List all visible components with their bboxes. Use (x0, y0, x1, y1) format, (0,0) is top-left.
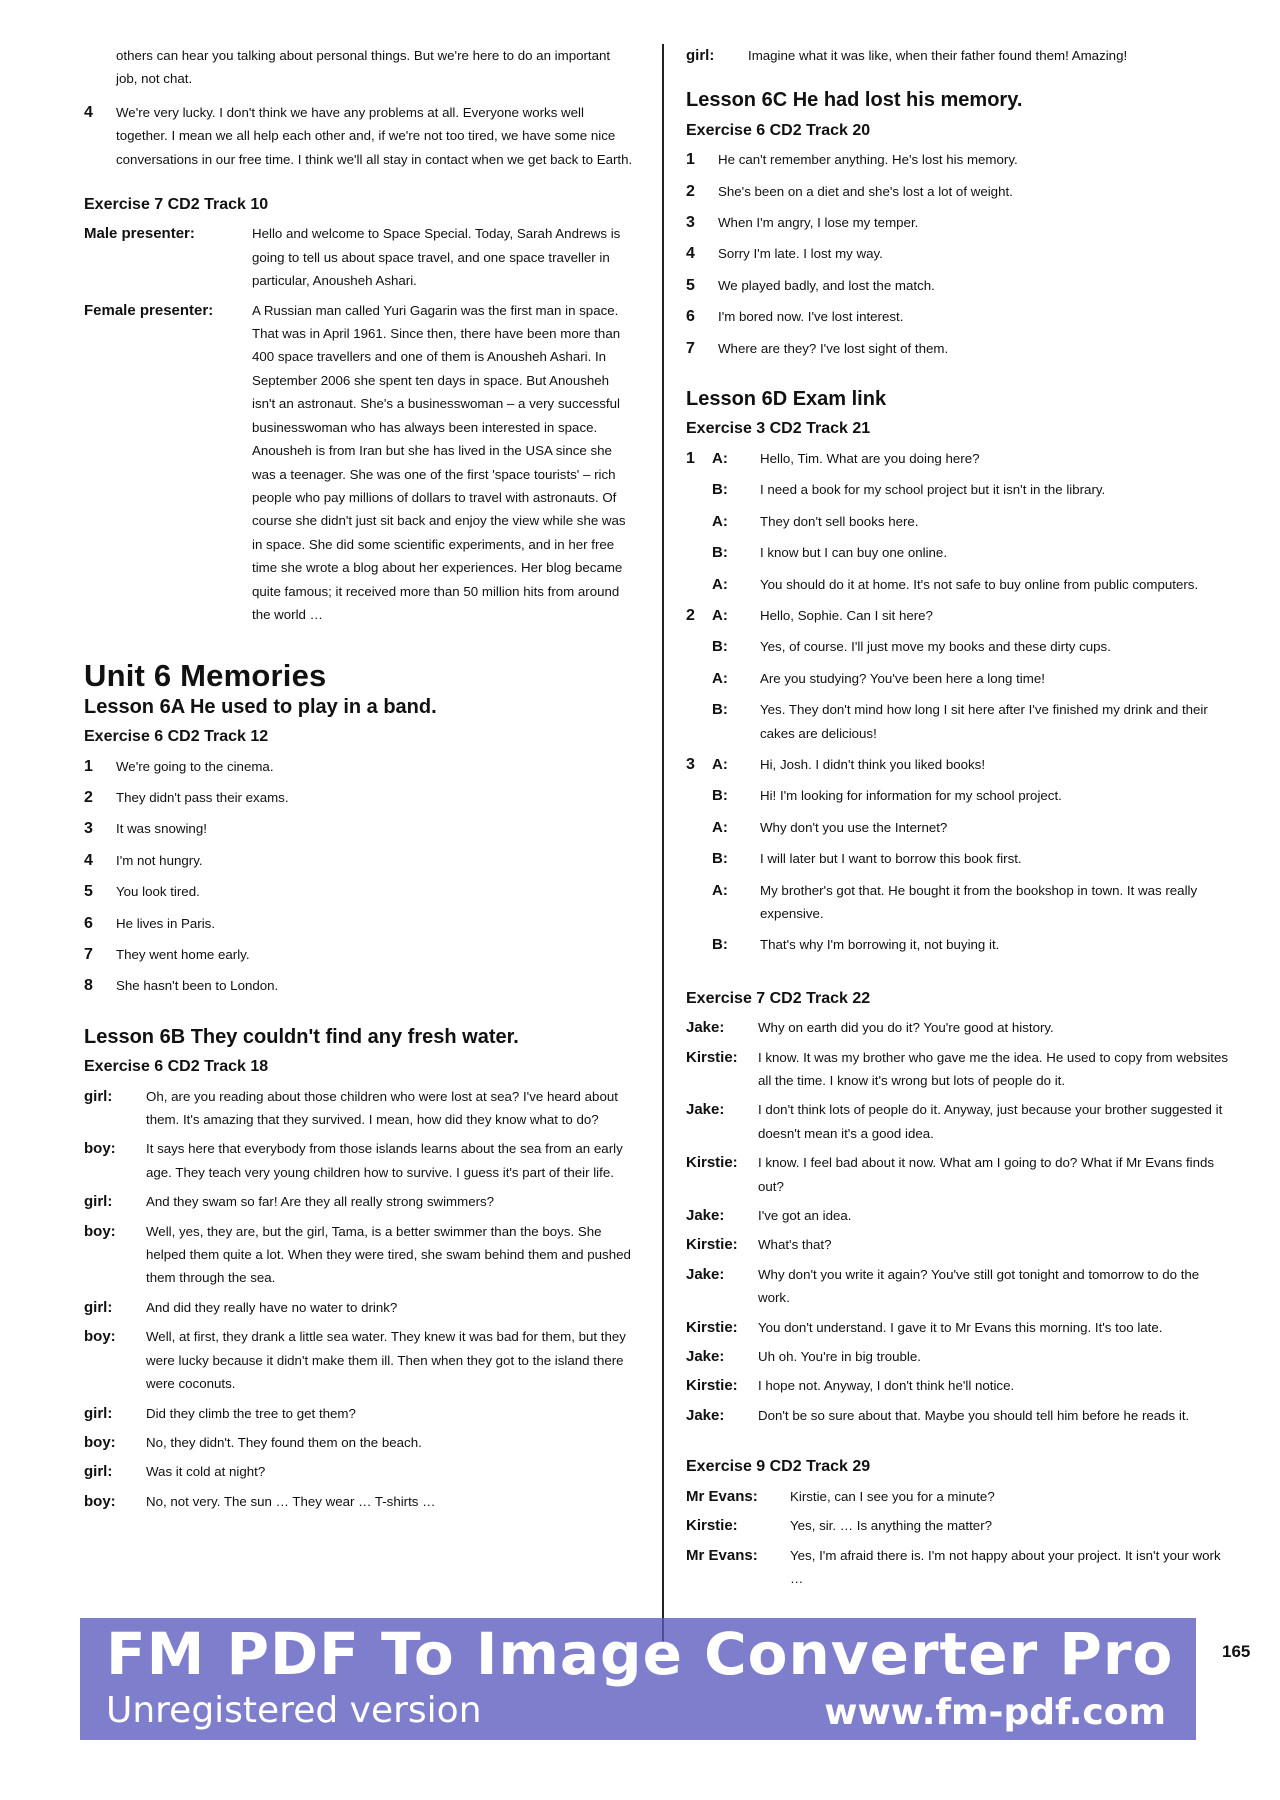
dialogue-text: You don't understand. I gave it to Mr Evans this morning. It's too late. (758, 1319, 1163, 1335)
dialogue-line (686, 1485, 1234, 1508)
speaker-label: A: (712, 449, 728, 467)
speaker-label: B: (712, 544, 728, 562)
dialogue-text: And did they really have no water to drink? (146, 1299, 398, 1315)
dialogue-line (686, 698, 1234, 745)
speaker-label: Kirstie: (686, 1048, 738, 1066)
dialogue-line (686, 1098, 1234, 1145)
dialogue-text: Hello, Tim. What are you doing here? (760, 450, 980, 466)
dialogue-number (686, 784, 712, 807)
list-item (686, 337, 1234, 360)
dialogue-line (686, 784, 1234, 807)
item-text: others can hear you talking about personal things. But we're here to do an important job, not chat. (116, 48, 611, 87)
dialogue-text: Hello, Sophie. Can I sit here? (760, 607, 933, 623)
dialogue-text: Was it cold at night? (146, 1464, 266, 1480)
exercise-heading: Exercise 3 CD2 Track 21 (686, 420, 871, 438)
dialogue-text: My brother's got that. He bought it from the bookshop in town. It was really expensive. (760, 882, 1198, 921)
list-item (84, 880, 634, 903)
dialogue-line (686, 879, 1234, 926)
dialogue-number (686, 478, 712, 501)
item-number: 6 (686, 308, 695, 326)
item-text: I'm bored now. I've lost interest. (718, 309, 904, 325)
exercise-heading: Exercise 6 CD2 Track 12 (84, 728, 269, 746)
dialogue-text: No, not very. The sun … They wear … T-shirts … (146, 1493, 436, 1509)
dialogue-text: Yes, of course. I'll just move my books and these dirty cups. (760, 639, 1111, 655)
speaker-label: Male presenter: (84, 225, 195, 243)
dialogue-line (686, 667, 1234, 690)
dialogue (84, 1085, 634, 1514)
item-number: 3 (686, 214, 695, 232)
dialogue-number (686, 847, 712, 870)
item-text: He can't remember anything. He's lost his memory. (718, 152, 1018, 168)
dialogue-text: Hello and welcome to Space Special. Today, Sarah Andrews is going to tell us about space travel, and one space traveller in particular, Anousheh Ashari. (252, 226, 621, 289)
dialogue-text: Well, yes, they are, but the girl, Tama, is a better swimmer than the boys. She helped them quite a lot. When they were tired, she swam behind them and pushed them through the sea. (146, 1223, 631, 1286)
list-item (84, 817, 634, 840)
speaker-label: B: (712, 936, 728, 954)
exercise-heading: Exercise 7 CD2 Track 22 (686, 989, 871, 1007)
exercise-heading: Exercise 7 CD2 Track 10 (84, 196, 269, 214)
dialogue-line (686, 1404, 1234, 1427)
item-text: It was snowing! (116, 821, 207, 837)
dialogue-text: I need a book for my school project but it isn't in the library. (760, 482, 1106, 498)
dialogue-text: Why don't you write it again? You've still got tonight and tomorrow to do the work. (758, 1266, 1200, 1306)
list-item (686, 211, 1234, 234)
paragraph: A Russian man called Yuri Gagarin was the first man in space. That was in April 1961. Since then, there have been more than 400 space travellers and one of them is Anousheh Ashari. In September 2006 she spent ten days in space. But Anousheh isn't an astronaut. She's a businesswoman – a very successful businesswoman who has always been interested in space. (252, 302, 621, 435)
dialogue-line (84, 1325, 634, 1395)
dialogue-line (686, 753, 1234, 776)
dialogue-line (686, 1544, 1234, 1591)
dialogue (686, 1016, 1234, 1427)
dialogue-line (84, 1085, 634, 1132)
speaker-label: Jake: (686, 1101, 725, 1119)
dialogue-line (686, 1016, 1234, 1039)
speaker-label: Female presenter: (84, 301, 214, 319)
dialogue-line (686, 816, 1234, 839)
dialogue-line (84, 1490, 634, 1513)
dialogue-text: Imagine what it was like, when their father found them! Amazing! (748, 48, 1128, 63)
item-number: 4 (84, 103, 93, 121)
dialogue-text: That's why I'm borrowing it, not buying it. (760, 937, 1000, 953)
dialogue-line (686, 541, 1234, 564)
item-text: We're very lucky. I don't think we have any problems at all. Everyone works well together. I mean we all help each other and, if we're not too tired, we have some nice conversations in our free time. I think we'll all stay in contact when we get back to Earth. (116, 104, 633, 167)
left-column (84, 44, 634, 1519)
speaker-label: Kirstie: (686, 1154, 738, 1172)
speaker-label: girl: (84, 1087, 113, 1105)
speaker-label: Jake: (686, 1265, 725, 1283)
dialogue-text: Well, at first, they drank a little sea water. They knew it was bad for them, but they were lucky because it didn't make them ill. Then when they got to the island there were coconuts. (146, 1329, 626, 1392)
dialogue-text: Kirstie, can I see you for a minute? (790, 1488, 995, 1504)
dialogue-text: Yes, sir. … Is anything the matter? (790, 1518, 993, 1534)
dialogue-line (686, 1316, 1234, 1339)
speaker-label: Jake: (686, 1406, 725, 1424)
page-number: 165 (1222, 1642, 1251, 1661)
item-text: I'm not hungry. (116, 852, 203, 868)
speaker-label: A: (712, 575, 728, 593)
list-item (84, 943, 634, 966)
item-number: 7 (84, 946, 93, 963)
speaker-label: girl: (84, 1463, 113, 1481)
speaker-label: A: (712, 606, 728, 624)
dialogue-number (686, 816, 712, 839)
dialogue-line (84, 222, 634, 292)
speaker-label: Kirstie: (686, 1377, 738, 1395)
lesson-heading: Lesson 6C He had lost his memory. (686, 89, 1023, 112)
dialogue-line (686, 1263, 1234, 1310)
item-number: 1 (686, 151, 695, 169)
dialogue-text: And they swam so far! Are they all really strong swimmers? (146, 1194, 495, 1210)
exercise-heading: Exercise 9 CD2 Track 29 (686, 1458, 871, 1476)
dialogue-line (686, 847, 1234, 870)
speaker-label: B: (712, 701, 728, 719)
dialogue-number: 2 (686, 606, 695, 624)
numbered-list (686, 148, 1234, 360)
list-item (84, 44, 634, 91)
dialogue (686, 1485, 1234, 1591)
dialogue-text: You should do it at home. It's not safe to buy online from public computers. (760, 576, 1199, 592)
numbered-list (84, 755, 634, 998)
exercise-heading: Exercise 6 CD2 Track 18 (84, 1058, 269, 1076)
dialogue-line (686, 1151, 1234, 1198)
dialogue-text: Did they climb the tree to get them? (146, 1405, 356, 1421)
dialogue-line (84, 299, 634, 627)
speaker-label: B: (712, 787, 728, 805)
dialogue-line (84, 1402, 634, 1425)
dialogue-line (686, 573, 1234, 596)
item-number (84, 44, 116, 91)
dialogue-line (686, 510, 1234, 533)
speaker-label: boy: (84, 1328, 116, 1346)
dialogue-text: I know. I feel bad about it now. What am I going to do? What if Mr Evans finds out? (758, 1155, 1215, 1194)
item-number: 4 (84, 851, 93, 869)
speaker-label: boy: (84, 1140, 116, 1158)
dialogue-number (686, 635, 712, 658)
item-number: 7 (686, 339, 695, 357)
dialogue-text: Why on earth did you do it? You're good at history. (758, 1020, 1054, 1036)
item-text: We played badly, and lost the match. (718, 277, 935, 293)
dialogue-text: I hope not. Anyway, I don't think he'll notice. (758, 1378, 1015, 1394)
item-text: They went home early. (116, 947, 250, 962)
watermark-banner (80, 1618, 1196, 1740)
dialogue-text: What's that? (758, 1237, 832, 1253)
dialogue-line (686, 447, 1234, 470)
item-number: 2 (84, 788, 93, 806)
watermark-title: FM PDF To Image Converter Pro (106, 1620, 1174, 1688)
speaker-label: boy: (84, 1433, 116, 1451)
lesson-heading: Lesson 6A He used to play in a band. (84, 695, 437, 718)
item-text: We're going to the cinema. (116, 758, 274, 774)
item-text: They didn't pass their exams. (116, 789, 289, 805)
list-item (84, 974, 634, 997)
item-text: You look tired. (116, 884, 200, 900)
dialogue-number (686, 879, 712, 926)
dialogue-line (686, 1514, 1234, 1537)
list-item (84, 101, 634, 171)
dialogue-text: I will later but I want to borrow this book first. (760, 851, 1022, 867)
dialogue-text: No, they didn't. They found them on the beach. (146, 1434, 422, 1450)
dialogue-number (686, 933, 712, 956)
dialogue-text (252, 299, 634, 627)
dialogue-text: Uh oh. You're in big trouble. (758, 1349, 921, 1365)
speaker-label: A: (712, 669, 728, 687)
dialogue-line (686, 1233, 1234, 1256)
item-number: 2 (686, 182, 695, 200)
speaker-label: Jake: (686, 1348, 725, 1366)
list-item (686, 242, 1234, 265)
dialogue-text: They don't sell books here. (760, 513, 919, 529)
item-text: She's been on a diet and she's lost a lot of weight. (718, 183, 1013, 199)
dialogue-text: I don't think lots of people do it. Anyway, just because your brother suggested it doesn't mean it's a good idea. (758, 1102, 1223, 1141)
continued-monologue (84, 44, 634, 171)
dialogue-line (84, 1296, 634, 1319)
speaker-label: Jake: (686, 1207, 725, 1225)
list-item (686, 180, 1234, 203)
item-number: 4 (686, 245, 695, 263)
dialogue-number (686, 698, 712, 745)
list-item (84, 849, 634, 872)
speaker-label: girl: (84, 1404, 113, 1422)
speaker-label: girl: (686, 47, 715, 64)
list-item (84, 786, 634, 809)
speaker-label: A: (712, 755, 728, 773)
right-column (686, 44, 1234, 1596)
speaker-label: boy: (84, 1492, 116, 1510)
dialogue-number (686, 573, 712, 596)
speaker-label: Mr Evans: (686, 1487, 758, 1505)
speaker-label: Kirstie: (686, 1236, 738, 1254)
dialogue-text: I know but I can buy one online. (760, 545, 948, 561)
dialogue-text: Hi! I'm looking for information for my school project. (760, 788, 1062, 804)
dialogue-text: I've got an idea. (758, 1208, 852, 1224)
speaker-label: Kirstie: (686, 1517, 738, 1535)
speaker-label: B: (712, 850, 728, 868)
watermark-subtitle: Unregistered version (106, 1690, 482, 1731)
dialogue-line (686, 478, 1234, 501)
lesson-heading: Lesson 6D Exam link (686, 388, 887, 411)
column-divider (662, 44, 664, 1644)
dialogue-line (686, 1046, 1234, 1093)
dialogue-text: Yes, I'm afraid there is. I'm not happy about your project. It isn't your work … (790, 1547, 1221, 1586)
item-number: 5 (84, 883, 93, 901)
list-item (84, 755, 634, 778)
speaker-label: A: (712, 881, 728, 899)
dialogue-line (686, 933, 1234, 956)
dialogue-line (84, 1190, 634, 1213)
dialogue-line (84, 1220, 634, 1290)
item-text: She hasn't been to London. (116, 978, 279, 994)
speaker-label: B: (712, 481, 728, 499)
item-text: Sorry I'm late. I lost my way. (718, 246, 883, 262)
dialogue-text: Oh, are you reading about those children who were lost at sea? I've heard about them. It's amazing that they survived. I mean, how did they know what to do? (146, 1088, 618, 1128)
exam-dialogues (686, 447, 1234, 957)
lesson-heading: Lesson 6B They couldn't find any fresh water. (84, 1025, 519, 1048)
list-item (686, 274, 1234, 297)
item-text: Where are they? I've lost sight of them. (718, 340, 949, 356)
dialogue-line (686, 635, 1234, 658)
dialogue-text: Are you studying? You've been here a long time! (760, 670, 1045, 686)
list-item (686, 148, 1234, 171)
speaker-label: A: (712, 512, 728, 530)
speaker-label: boy: (84, 1222, 116, 1240)
dialogue-line (686, 1345, 1234, 1368)
dialogue-text: I know. It was my brother who gave me the idea. He used to copy from websites all the time. I know it's wrong but lots of people do it. (758, 1049, 1229, 1088)
speaker-label: Kirstie: (686, 1318, 738, 1336)
dialogue-line (686, 604, 1234, 627)
dialogue-number (686, 510, 712, 533)
item-number: 5 (686, 276, 695, 294)
dialogue-number (686, 541, 712, 564)
item-text: He lives in Paris. (116, 915, 216, 931)
unit-title: Unit 6 Memories (84, 658, 327, 694)
paragraph: Anousheh is from Iran but she has lived in the USA since she was a teenager. She was one of the first 'space tourists' – rich people who pay millions of dollars to travel with astronauts. Of course she didn't just sit back and enjoy the view while she was in space. She did some scientific experiments, and in her free time she wrote a blog about her experiences. Her blog became quite famous; it received more than 50 million hits from around the world … (252, 443, 626, 622)
watermark-url: www.fm-pdf.com (824, 1692, 1166, 1733)
dialogue-number: 3 (686, 755, 695, 773)
speaker-label: B: (712, 638, 728, 656)
item-number: 6 (84, 914, 93, 932)
dialogue-line (84, 1460, 634, 1483)
dialogue-text: Don't be so sure about that. Maybe you should tell him before he reads it. (758, 1407, 1190, 1423)
dialogue-line (84, 1431, 634, 1454)
list-item (84, 912, 634, 935)
dialogue-number (686, 667, 712, 690)
dialogue-line (686, 1204, 1234, 1227)
dialogue-number: 1 (686, 449, 695, 467)
dialogue-text: Why don't you use the Internet? (760, 819, 948, 835)
speaker-label: A: (712, 818, 728, 836)
dialogue-text: Yes. They don't mind how long I sit here after I've finished my drink and their cakes are delicious! (760, 702, 1208, 741)
speaker-label: girl: (84, 1193, 113, 1211)
item-number: 3 (84, 820, 93, 838)
dialogue-line (686, 1374, 1234, 1397)
dialogue-line (84, 1137, 634, 1184)
speaker-label: Mr Evans: (686, 1546, 758, 1564)
dialogue-text: It says here that everybody from those islands learns about the sea from an early age. They teach very young children how to survive. I guess it's part of their life. (146, 1141, 623, 1180)
item-number: 8 (84, 977, 93, 995)
speaker-label: girl: (84, 1298, 113, 1316)
list-item (686, 305, 1234, 328)
exercise-heading: Exercise 6 CD2 Track 20 (686, 121, 871, 139)
item-text: When I'm angry, I lose my temper. (718, 215, 919, 231)
dialogue-text: Hi, Josh. I didn't think you liked books! (760, 756, 986, 772)
dialogue-line (686, 44, 1234, 67)
speaker-label: Jake: (686, 1019, 725, 1037)
item-number: 1 (84, 757, 93, 775)
